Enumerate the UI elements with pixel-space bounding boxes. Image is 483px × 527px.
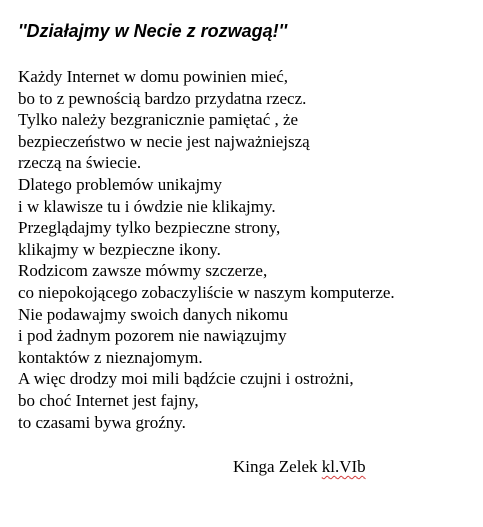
poem-line: klikajmy w bezpieczne ikony.: [18, 239, 221, 259]
poem-line: A więc drodzy moi mili bądźcie czujni i ostrożni,: [18, 369, 354, 389]
class-label: kl.VIb: [321, 457, 366, 476]
poem-line: Przeglądajmy tylko bezpieczne strony,: [18, 218, 281, 238]
poem-line: Tylko należy bezgranicznie pamiętać , że: [18, 110, 299, 130]
poem-line: to czasami bywa groźny.: [18, 412, 186, 432]
poem-line: i pod żadnym pozorem nie nawiązujmy: [18, 326, 287, 346]
poem-line: Nie podawajmy swoich danych nikomu: [18, 304, 289, 324]
author-signature: [233, 456, 366, 477]
author-name: Kinga Zelek: [233, 457, 318, 476]
poem-line: Dlatego problemów unikajmy: [18, 174, 222, 194]
poem-title: ''Działajmy w Necie z rozwagą!'': [18, 21, 288, 41]
poem-line: bo choć Internet jest fajny,: [18, 390, 199, 410]
poem-line: bo to z pewnością bardzo przydatna rzecz.: [18, 88, 307, 108]
poem-line: Każdy Internet w domu powinien mieć,: [18, 67, 289, 86]
poem-line: co niepokojącego zobaczyliście w naszym komputerze.: [18, 282, 395, 302]
poem-line: bezpieczeństwo w necie jest najważniejszą: [18, 131, 310, 151]
poem-line: rzeczą na świecie.: [18, 153, 142, 173]
poem-line: i w klawisze tu i ówdzie nie klikajmy.: [18, 196, 276, 216]
poem-line: Rodzicom zawsze mówmy szczerze,: [18, 261, 268, 281]
poem-line: kontaktów z nieznajomym.: [18, 347, 203, 367]
poem-body: [18, 66, 395, 433]
